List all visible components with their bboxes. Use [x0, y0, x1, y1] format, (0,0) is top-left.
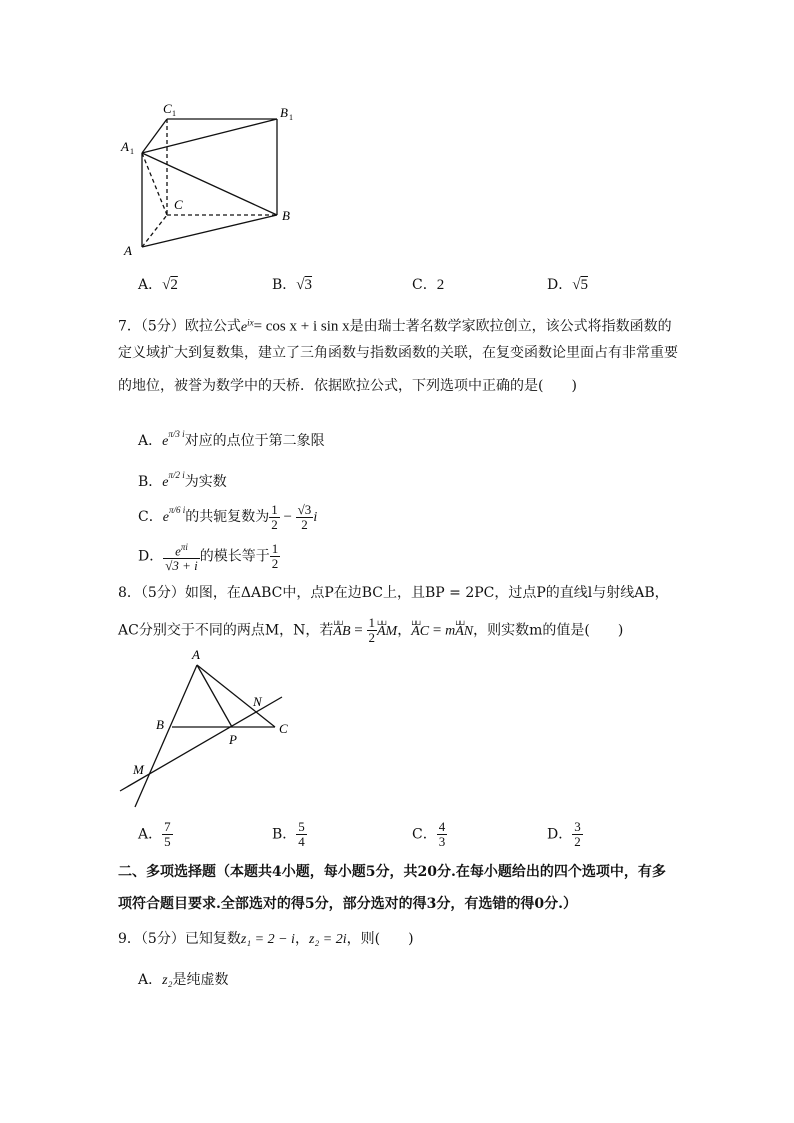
q8-stem-line2: AC分别交于不同的两点M，N，若⊔⊔ AB = $\frac{1}{2}$ ⊔⊔ AM，⊔⊔ AC = m⊔⊔ AN，则实数m的值是( )	[118, 616, 623, 645]
q6-option-c[interactable]	[412, 275, 444, 295]
label-b: B	[282, 208, 290, 223]
label-b1-sub: 1	[289, 113, 293, 122]
label-c1-sub: 1	[172, 109, 176, 118]
option-value: 2	[170, 277, 178, 293]
label-b: B	[156, 717, 164, 732]
label-a: A	[192, 647, 200, 662]
q7-option-b[interactable]: B．$e^{\pi/2 i}$为实数	[138, 470, 227, 490]
q9-stem: 9．（5分）已知复数z₁ = 2 − i，z₂ = 2i，则( )	[118, 931, 414, 947]
label-p: P	[229, 732, 237, 747]
q6-option-a[interactable]: A．√2	[138, 277, 178, 293]
q8-option-d[interactable]: D． $\frac{3}{2}$	[547, 819, 581, 849]
q7-option-c[interactable]: C．$e^{\pi/6 i}$的共轭复数为 $\frac{1}{2}$ − $\frac{√3}{2}$ i	[138, 501, 318, 532]
q8-option-c[interactable]: C． $\frac{4}{3}$	[412, 819, 446, 849]
option-letter: A．	[138, 277, 163, 293]
q6-option-b[interactable]: B．√3	[272, 277, 313, 293]
q6-option-d[interactable]: D．√5	[547, 277, 588, 293]
option-letter: C．	[412, 277, 437, 293]
q7-stem-line1: 7．（5分）欧拉公式$e^{ix}= \cos x + i$ sin x是由瑞士著名数学家欧拉创立，该公式将指数函数的	[118, 317, 672, 335]
q8-stem-line1: 8．（5分）如图，在ΔABC中，点P在边BC上，且BP = 2PC，过点P的直线l与射线AB，	[118, 585, 669, 601]
option-value: 5	[580, 277, 588, 293]
label-c: C	[174, 197, 183, 212]
q9-option-a[interactable]: A．z₂是纯虚数	[138, 972, 229, 988]
label-a1-sub: 1	[130, 147, 134, 156]
option-letter: B．	[272, 277, 297, 293]
q7-option-a[interactable]: A．$e^{\pi/3 i}$对应的点位于第二象限	[138, 429, 325, 449]
section-2-heading-line2: 项符合题目要求.全部选对的得5分，部分选对的得3分，有选错的得0分.）	[118, 896, 577, 912]
prism-figure	[110, 95, 310, 265]
triangle-figure	[110, 645, 300, 810]
q8-option-a[interactable]: A． $\frac{7}{5}$	[138, 819, 171, 849]
option-value: 3	[304, 277, 313, 293]
label-a1: A	[121, 139, 129, 154]
label-c1: C	[163, 101, 172, 116]
option-letter: D．	[547, 277, 573, 293]
q7-stem-line3: 的地位，被誉为数学中的天桥．依据欧拉公式，下列选项中正确的是( )	[118, 378, 577, 394]
q7-option-d[interactable]: D． $\frac{e^{\pi i}}{√3 + i}$ 的模长等于 $\frac{1}{2}$	[138, 541, 279, 574]
q8-option-b[interactable]: B． $\frac{5}{4}$	[272, 819, 305, 849]
option-value: 2	[436, 277, 445, 293]
label-c: C	[279, 721, 288, 736]
q7-stem-line2: 定义域扩大到复数集，建立了三角函数与指数函数的关联，在复变函数论里面占有非常重要	[118, 345, 678, 361]
label-n: N	[253, 694, 262, 709]
label-b1: B	[280, 105, 288, 120]
section-2-heading-line1: 二、多项选择题（本题共4小题，每小题5分，共20分.在每小题给出的四个选项中，有多	[118, 864, 666, 880]
label-a: A	[124, 243, 132, 258]
label-m: M	[133, 762, 144, 777]
